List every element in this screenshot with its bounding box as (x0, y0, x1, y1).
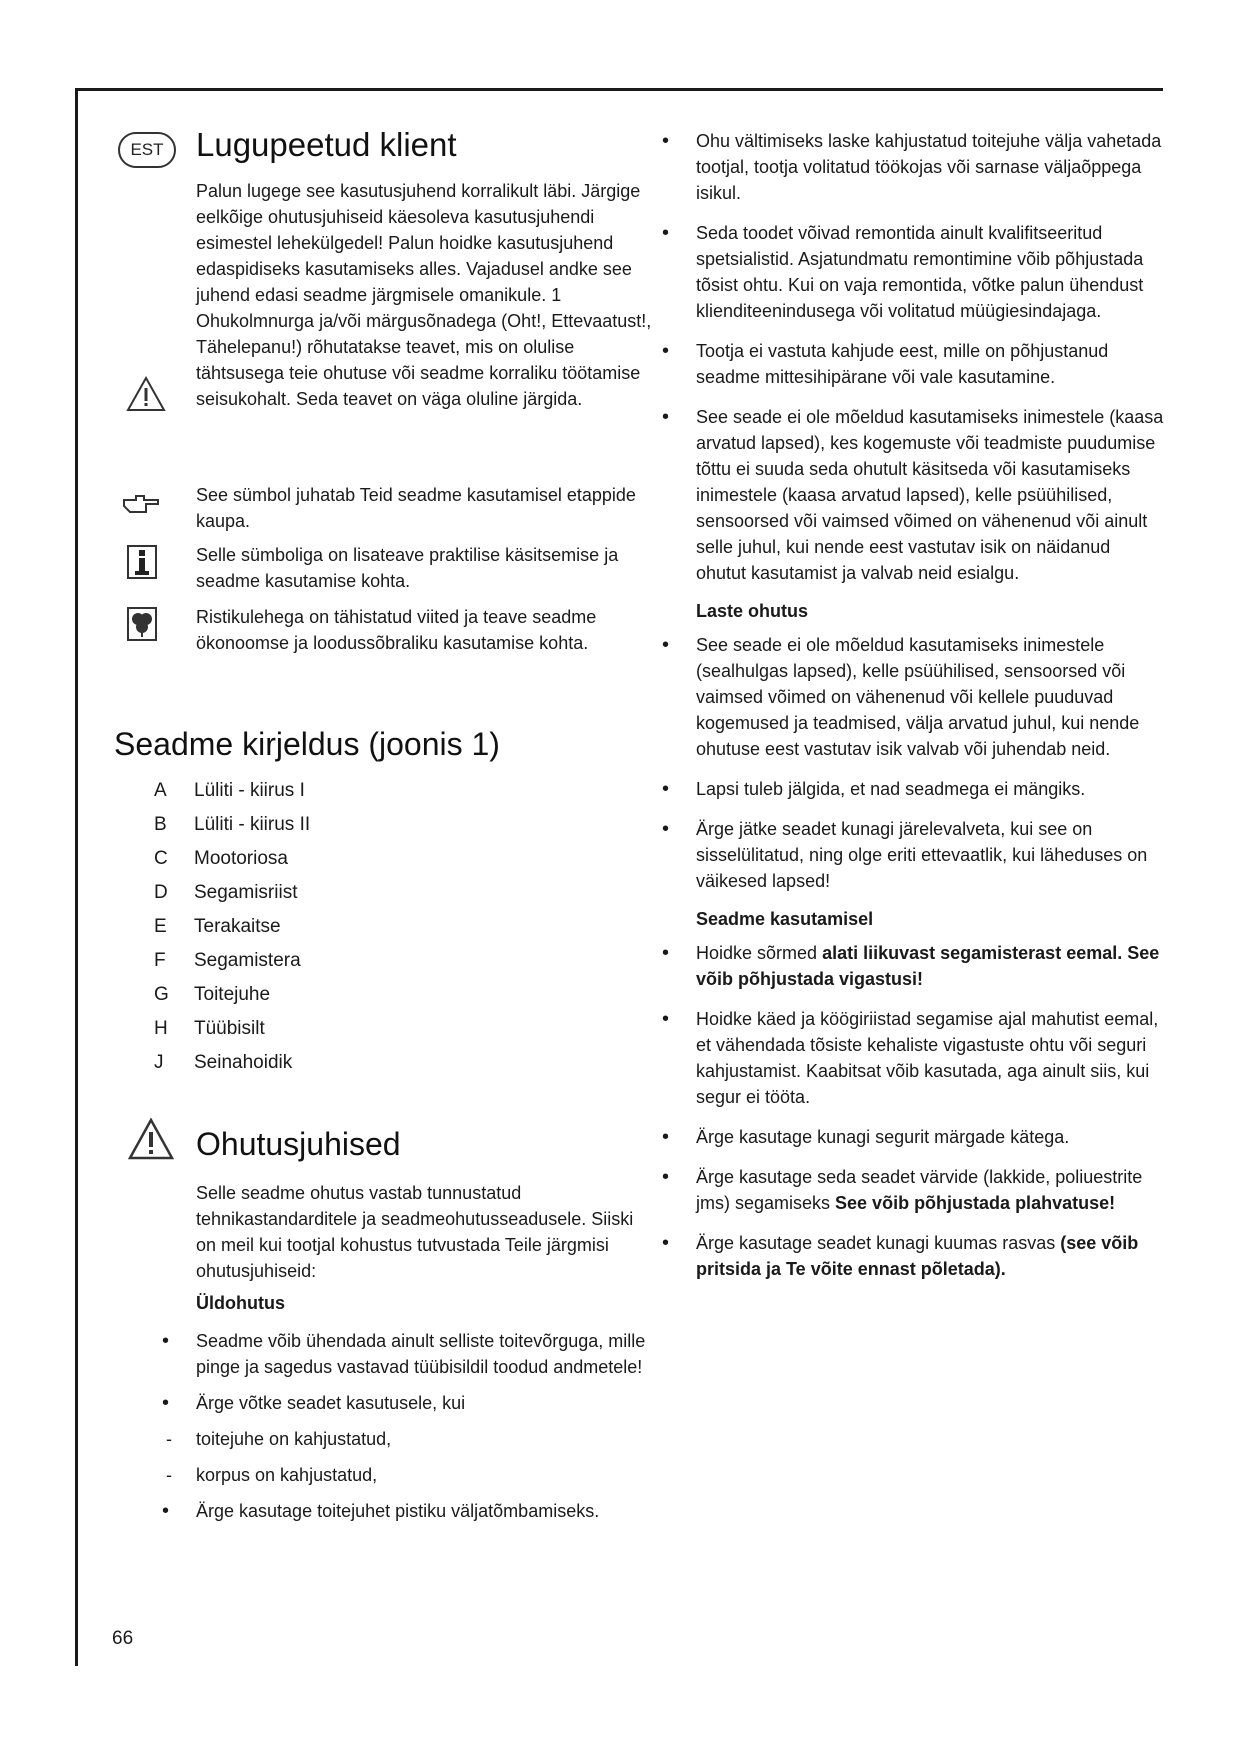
frame-top-rule (75, 88, 1163, 91)
usage-heading: Seadme kasutamisel (696, 909, 874, 929)
list-item: D Segamisriist (154, 882, 298, 903)
child-safety-heading: Laste ohutus (696, 601, 809, 621)
list-item: • Seadme võib ühendada ainult selliste toitevõrguga, mille pinge ja sagedus vastavad tüübisildil toodud andmetele! (160, 1328, 655, 1380)
language-badge: EST (118, 132, 176, 168)
intro-paragraph: Palun lugege see kasutusjuhend korralikult läbi. Järgige eelkõige ohutusjuhiseid käesoleva kasutusjuhendi esimestel lehekülgedel! Palun hoidke kasutusjuhend edaspidiseks kasutamiseks alles. Vajadusel andke see juhend edasi seadme järgmisele omanikule. 1 Ohukolmnurga ja/või märgusõnadega (Oht!, Ettevaatust!, Tähelepanu!) rõhutatakse teavet, mis on olulise tähtsusega teie ohutuse või seadme korraliku töötamise seisukohalt. Seda teavet on väga oluline järgida. (196, 181, 652, 409)
list-item: • Ärge kasutage toitejuhet pistiku väljatõmbamiseks. (160, 1498, 655, 1524)
note-clover-text: Ristikulehega on tähistatud viited ja teave seadme ökonoomse ja loodussõbraliku kasutamise kohta. (196, 607, 597, 653)
info-icon (126, 544, 158, 580)
list-item: B Lüliti - kiirus II (154, 814, 311, 835)
note-info-text: Selle sümboliga on lisateave praktilise käsitsemise ja seadme kasutamise kohta. (196, 545, 619, 591)
list-item: • Ärge kasutage kunagi segurit märgade kätega. (660, 1124, 1165, 1150)
warning-triangle-icon (128, 1118, 174, 1160)
list-item: - korpus on kahjustatud, (160, 1462, 655, 1488)
intro-title: Lugupeetud klient (196, 126, 457, 163)
list-item: • Hoidke sõrmed alati liikuvast segamisterast eemal. See võib põhjustada vigastusi! (660, 940, 1165, 992)
general-safety-heading: Üldohutus (196, 1293, 285, 1313)
list-item: • Ärge kasutage seda seadet värvide (lakkide, poliuestrite jms) segamiseks See võib põhjustada plahvatuse! (660, 1164, 1165, 1216)
safety-intro: Selle seadme ohutus vastab tunnustatud tehnikastandarditele ja seadmeohutusseadusele. Siiski on meil kui tootjal kohustus tutvustada Teile järgmisi ohutusjuhiseid: (196, 1183, 634, 1281)
list-item: A Lüliti - kiirus I (154, 780, 305, 801)
list-item: • Ohu vältimiseks laske kahjustatud toitejuhe välja vahetada tootjal, tootja volitatud töökojas või sarnase väljaõppega isikul. (660, 128, 1165, 206)
parts-list (154, 774, 310, 1080)
list-item: • Tootja ei vastuta kahjude eest, mille on põhjustanud seadme mittesihipärane või vale kasutamine. (660, 338, 1165, 390)
right-column (660, 128, 1165, 1282)
list-item: - toitejuhe on kahjustatud, (160, 1426, 655, 1452)
list-item: F Segamistera (154, 950, 301, 971)
note-hand-text: See sümbol juhatab Teid seadme kasutamisel etappide kaupa. (196, 485, 636, 531)
list-item: G Toitejuhe (154, 984, 271, 1005)
general-safety-list (160, 1328, 655, 1524)
list-item: • See seade ei ole mõeldud kasutamiseks inimestele (sealhulgas lapsed), kelle psüühilised, sensoorsed või vaimsed võimed on vähenenud või kellele puuduvad kogemused ja teadmised, välja arvatud juhul, kui nende ohutuse eest vastutav isik valvab või juhendab neid. (660, 632, 1165, 762)
list-item: C Mootoriosa (154, 848, 288, 869)
page-number: 66 (112, 1628, 134, 1649)
list-item: • Ärge kasutage seadet kunagi kuumas rasvas (see võib pritsida ja Te võite ennast põletada). (660, 1230, 1165, 1282)
list-item: E Terakaitse (154, 916, 281, 937)
hand-pointer-icon (122, 492, 162, 516)
safety-title: Ohutusjuhised (196, 1126, 401, 1162)
clover-icon (126, 606, 158, 642)
list-item: • See seade ei ole mõeldud kasutamiseks inimestele (kaasa arvatud lapsed), kes kogemuste või teadmiste puudumise tõttu ei suuda seda ohutult käsitseda või kasutamiseks inimestele (kaasa arvatud lapsed), kelle psüühilised, sensoorsed või vaimsed võimed on vähenenud või ainult selle juhul, kui nende eest vastutav isik on näidanud ohutut kasutamist ja valvab neid esialgu. (660, 404, 1165, 586)
list-item: H Tüübisilt (154, 1018, 265, 1039)
list-item: • Ärge võtke seadet kasutusele, kui (160, 1390, 655, 1416)
list-item: J Seinahoidik (154, 1052, 293, 1073)
frame-left-rule (75, 88, 78, 1666)
description-title: Seadme kirjeldus (joonis 1) (114, 726, 500, 762)
list-item: • Lapsi tuleb jälgida, et nad seadmega ei mängiks. (660, 776, 1165, 802)
warning-triangle-icon (126, 376, 166, 412)
list-item: • Seda toodet võivad remontida ainult kvalifitseeritud spetsialistid. Asjatundmatu remontimine võib põhjustada tõsist ohtu. Kui on vaja remontida, võtke palun ühendust klienditeenindusega või volitatud müügiesindajaga. (660, 220, 1165, 324)
list-item: • Ärge jätke seadet kunagi järelevalveta, kui see on sisselülitatud, ning olge eriti ettevaatlik, kui läheduses on väikesed lapsed! (660, 816, 1165, 894)
list-item: • Hoidke käed ja köögiriistad segamise ajal mahutist eemal, et vähendada tõsiste kehaliste vigastuste ohtu või seguri kahjustamist. Kaabitsat võib kasutada, aga ainult siis, kui segur ei tööta. (660, 1006, 1165, 1110)
